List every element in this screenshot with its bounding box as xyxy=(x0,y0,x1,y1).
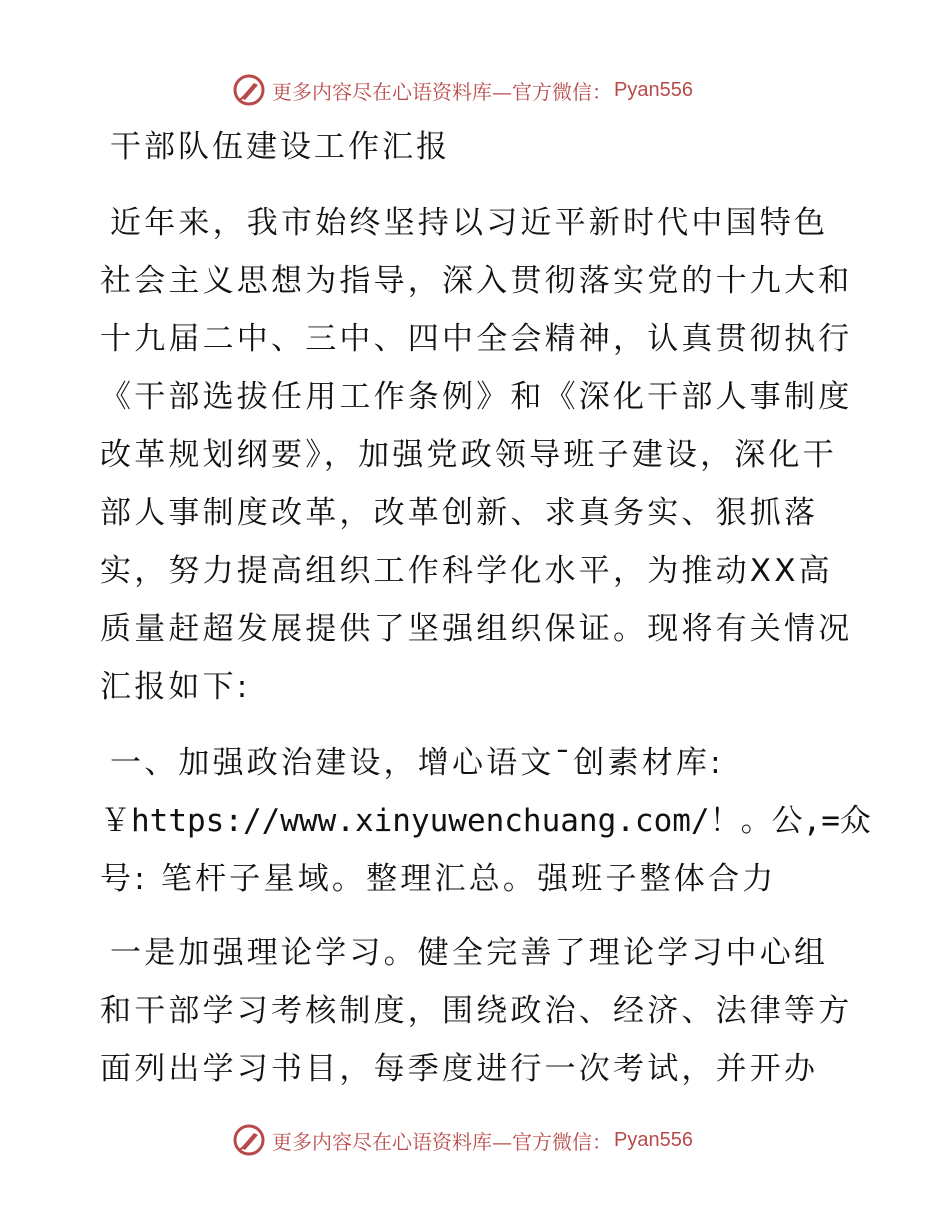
section-heading-paragraph xyxy=(100,734,871,908)
paragraph-line: 号: 笔杆子星域。整理汇总。强班子整体合力 xyxy=(100,861,777,897)
paragraph-line: 和干部学习考核制度，围绕政治、经济、法律等方 xyxy=(100,993,853,1029)
paragraph-line: 近年来，我市始终坚持以习近平新时代中国特色 xyxy=(110,205,829,241)
quill-logo-icon xyxy=(232,73,266,107)
theory-study-paragraph xyxy=(100,924,852,1098)
quill-logo-icon xyxy=(232,1123,266,1157)
paragraph-line: 十九届二中、三中、四中全会精神，认真贯彻执行 xyxy=(100,321,853,357)
paragraph-line: 《干部选拔任用工作条例》和《深化干部人事制度 xyxy=(100,379,853,415)
footer-watermark xyxy=(232,1120,693,1160)
embedded-url-line: ￥https://www.xinyuwenchuang.com/！。公,=众 xyxy=(100,803,871,839)
paragraph-line: 汇报如下: xyxy=(100,669,251,705)
paragraph-line: 社会主义思想为指导，深入贯彻落实党的十九大和 xyxy=(100,263,853,299)
paragraph-line: 质量赶超发展提供了坚强组织保证。现将有关情况 xyxy=(100,611,853,647)
paragraph-line: 部人事制度改革，改革创新、求真务实、狠抓落 xyxy=(100,495,819,531)
paragraph-line: 一是加强理论学习。健全完善了理论学习中心组 xyxy=(110,935,829,971)
watermark-wechat-id: Pyan556 xyxy=(614,1128,693,1151)
section-heading-line: 一、加强政治建设，增心语文¯创素材库: xyxy=(110,745,724,781)
header-watermark xyxy=(232,70,693,110)
document-title: 干部队伍建设工作汇报 xyxy=(110,129,450,165)
paragraph-line: 面列出学习书目，每季度进行一次考试，并开办 xyxy=(100,1051,819,1087)
watermark-text: 更多内容尽在心语资料库—官方微信： xyxy=(272,79,612,104)
paragraph-line: 实，努力提高组织工作科学化水平，为推动XX高 xyxy=(100,553,833,589)
paragraph-line: 改革规划纲要》，加强党政领导班子建设，深化干 xyxy=(100,437,837,473)
watermark-wechat-id: Pyan556 xyxy=(614,78,693,101)
watermark-text: 更多内容尽在心语资料库—官方微信： xyxy=(272,1129,612,1154)
intro-paragraph xyxy=(100,194,852,716)
